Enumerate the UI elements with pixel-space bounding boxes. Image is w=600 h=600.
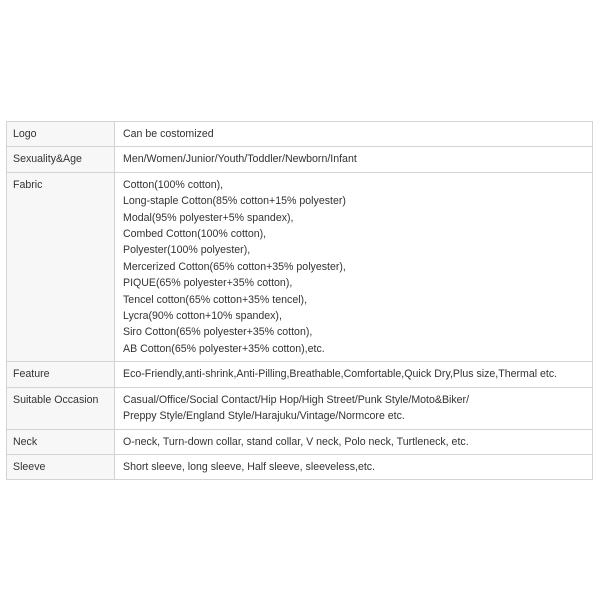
spec-label-fabric: Fabric: [7, 172, 115, 361]
spec-label-sleeve: Sleeve: [7, 454, 115, 479]
spec-value-sexuality-age: [115, 147, 593, 172]
spec-row-suitable-occasion: [7, 387, 593, 429]
product-spec-table: [6, 121, 593, 480]
spec-value-line: Casual/Office/Social Contact/Hip Hop/High Street/Punk Style/Moto&Biker/: [123, 393, 470, 406]
spec-value-line: AB Cotton(65% polyester+35% cotton),etc.: [123, 342, 325, 355]
spec-value-line: Can be costomized: [123, 128, 214, 140]
spec-value-line: Siro Cotton(65% polyester+35% cotton),: [123, 326, 313, 339]
spec-value-line: Cotton(100% cotton),: [123, 178, 224, 191]
spec-value-line: Modal(95% polyester+5% spandex),: [123, 211, 294, 224]
spec-value-sleeve: [115, 454, 593, 479]
spec-row-feature: [7, 362, 593, 387]
spec-value-feature: [115, 362, 593, 387]
spec-value-line: Eco-Friendly,anti-shrink,Anti-Pilling,Breathable,Comfortable,Quick Dry,Plus size,Thermal etc.: [123, 368, 558, 381]
spec-label-logo: Logo: [7, 122, 115, 147]
spec-label-suitable-occasion: Suitable Occasion: [7, 387, 115, 429]
spec-row-neck: [7, 429, 593, 454]
spec-value-logo: [115, 122, 593, 147]
spec-value-line: Polyester(100% polyester),: [123, 244, 251, 257]
spec-value-line: Combed Cotton(100% cotton),: [123, 228, 267, 241]
spec-row-logo: [7, 122, 593, 147]
spec-row-fabric: [7, 172, 593, 361]
spec-value-line: Mercerized Cotton(65% cotton+35% polyester),: [123, 260, 346, 273]
spec-value-neck: [115, 429, 593, 454]
spec-value-line: PIQUE(65% polyester+35% cotton),: [123, 277, 293, 290]
spec-value-line: Men/Women/Junior/Youth/Toddler/Newborn/Infant: [123, 153, 357, 166]
spec-row-sexuality-age: [7, 147, 593, 172]
spec-value-line: Tencel cotton(65% cotton+35% tencel),: [123, 293, 308, 306]
spec-value-line: Lycra(90% cotton+10% spandex),: [123, 310, 282, 323]
spec-label-feature: Feature: [7, 362, 115, 387]
spec-label-neck: Neck: [7, 429, 115, 454]
spec-row-sleeve: [7, 454, 593, 479]
spec-value-fabric: [115, 172, 593, 361]
spec-label-sexuality-age: Sexuality&Age: [7, 147, 115, 172]
spec-value-line: Short sleeve, long sleeve, Half sleeve, sleeveless,etc.: [123, 460, 376, 473]
spec-value-suitable-occasion: [115, 387, 593, 429]
spec-value-line: Preppy Style/England Style/Harajuku/Vintage/Normcore etc.: [123, 410, 405, 423]
spec-value-line: O-neck, Turn-down collar, stand collar, V neck, Polo neck, Turtleneck, etc.: [123, 435, 469, 448]
spec-value-line: Long-staple Cotton(85% cotton+15% polyester): [123, 195, 346, 208]
